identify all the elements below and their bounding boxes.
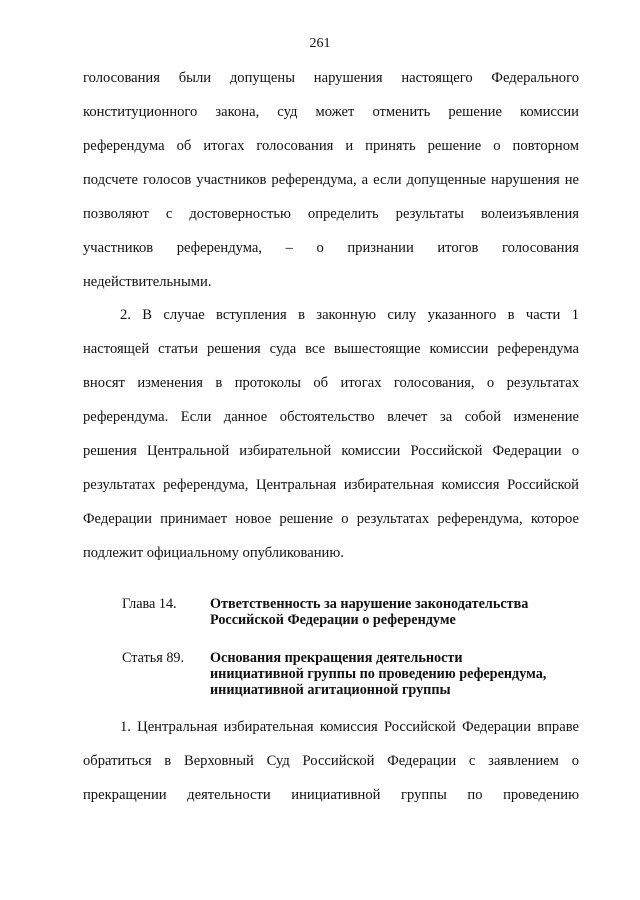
text-line: решения Центральной избирательной комиссии Российской Федерации о bbox=[83, 443, 579, 459]
article-label: Статья 89. bbox=[122, 650, 185, 666]
article-heading bbox=[122, 650, 592, 700]
text-line: настоящей статьи решения суда все вышестоящие комиссии референдума bbox=[83, 341, 579, 357]
paragraph-item-2 bbox=[83, 298, 579, 570]
text-line: референдума. Если данное обстоятельство влечет за собой изменение bbox=[83, 409, 579, 425]
text-line: подлежит официальному опубликованию. bbox=[83, 545, 344, 561]
page-number: 261 bbox=[309, 36, 331, 51]
article-title-line: Основания прекращения деятельности bbox=[210, 650, 463, 666]
text-line: голосования были допущены нарушения настоящего Федерального bbox=[83, 70, 579, 86]
text-line: обратиться в Верховный Суд Российской Федерации с заявлением о bbox=[83, 753, 579, 769]
article-title-line: инициативной группы по проведению референдума, bbox=[210, 666, 547, 682]
chapter-label: Глава 14. bbox=[122, 596, 177, 612]
text-line: подсчете голосов участников референдума, а если допущенные нарушения не bbox=[83, 172, 579, 188]
text-line: участников референдума, – о признании итогов голосования bbox=[83, 240, 579, 256]
article-title bbox=[210, 650, 590, 698]
text-line: результатах референдума, Центральная избирательная комиссия Российской bbox=[83, 477, 579, 493]
text-line: 1. Центральная избирательная комиссия Российской Федерации вправе bbox=[120, 719, 579, 735]
chapter-title-line: Ответственность за нарушение законодательства bbox=[210, 596, 529, 612]
text-line: Федерации принимает новое решение о результатах референдума, которое bbox=[83, 511, 579, 527]
text-line: прекращении деятельности инициативной группы по проведению bbox=[83, 787, 579, 803]
text-line: недействительными. bbox=[83, 274, 212, 290]
chapter-title bbox=[210, 596, 590, 628]
text-line: конституционного закона, суд может отменить решение комиссии bbox=[83, 104, 579, 120]
article-title-line: инициативной агитационной группы bbox=[210, 682, 451, 698]
paragraph-item-1 bbox=[83, 710, 579, 812]
text-line: вносят изменения в протоколы об итогах голосования, о результатах bbox=[83, 375, 579, 391]
text-line: 2. В случае вступления в законную силу указанного в части 1 bbox=[120, 307, 579, 323]
chapter-heading bbox=[122, 596, 592, 630]
chapter-title-line: Российской Федерации о референдуме bbox=[210, 612, 456, 628]
text-line: референдума об итогах голосования и принять решение о повторном bbox=[83, 138, 579, 154]
paragraph-continuation bbox=[83, 61, 579, 299]
text-line: позволяют с достоверностью определить результаты волеизъявления bbox=[83, 206, 579, 222]
